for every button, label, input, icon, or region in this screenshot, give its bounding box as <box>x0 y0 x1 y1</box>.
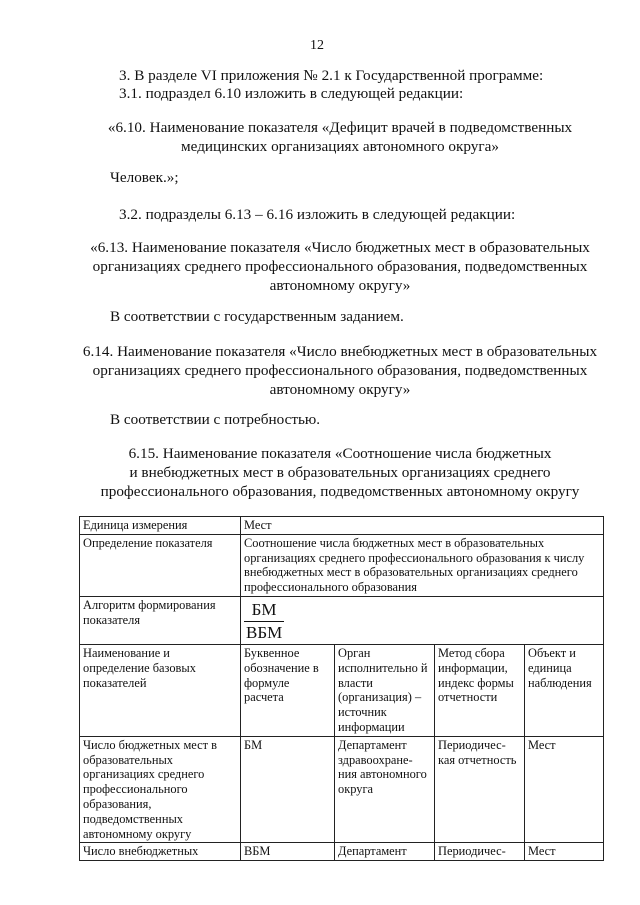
row1-letter: БМ <box>241 736 335 843</box>
paragraph-6-15-line3: профессионального образования, подведомственных автономному округу <box>100 483 580 500</box>
row1-method: Периодичес-кая отчетность <box>435 736 525 843</box>
paragraph-6-13-line2: организациях среднего профессионального образования, подведомственных <box>92 258 588 275</box>
definition-value: Соотношение числа бюджетных мест в образовательных организациях среднего профессионального образования к числу внебюджетных мест в образовательных организациях среднего профессионального образования <box>241 534 604 596</box>
row2-source: Департамент <box>335 843 435 861</box>
algorithm-formula <box>241 596 604 644</box>
row1-indicator: Число бюджетных мест в образовательных организациях среднего профессионального образования, подведомственных автономному округу <box>80 736 241 843</box>
paragraph-6-10 <box>80 118 600 156</box>
header-letter-designation: Буквенное обозначение в формуле расчета <box>241 644 335 736</box>
row1-unit: Мест <box>525 736 604 843</box>
paragraph-6-10-line2: медицинских организациях автономного округа» <box>181 138 499 155</box>
paragraph-6-13 <box>80 238 600 295</box>
paragraph-state-task: В соответствии с государственным заданием. <box>110 308 404 325</box>
table-header-row <box>80 644 604 736</box>
paragraph-6-14-line1: 6.14. Наименование показателя «Число внебюджетных мест в образовательных <box>82 343 598 360</box>
header-collection-method: Метод сбора информации, индекс формы отчетности <box>435 644 525 736</box>
paragraph-subsection-3-2: 3.2. подразделы 6.13 – 6.16 изложить в следующей редакции: <box>119 206 516 223</box>
row1-source: Департамент здравоохране-ния автономного округа <box>335 736 435 843</box>
paragraph-6-14-line2: организациях среднего профессионального образования, подведомственных <box>92 362 588 379</box>
row2-indicator: Число внебюджетных <box>80 843 241 861</box>
table-row-unit <box>80 517 604 535</box>
fraction-bar <box>244 621 284 622</box>
paragraph-demand: В соответствии с потребностью. <box>110 411 321 428</box>
table-row <box>80 736 604 843</box>
paragraph-6-13-line3: автономному округу» <box>269 277 411 294</box>
paragraph-6-13-line1: «6.13. Наименование показателя «Число бюджетных мест в образовательных <box>90 239 590 256</box>
table-row <box>80 843 604 861</box>
paragraph-subsection-3-1: 3.1. подраздел 6.10 изложить в следующей редакции: <box>119 85 464 102</box>
paragraph-section-3: 3. В разделе VI приложения № 2.1 к Государственной программе: <box>119 67 544 84</box>
header-base-indicators: Наименование и определение базовых показателей <box>80 644 241 736</box>
paragraph-6-15-line2: и внебюджетных мест в образовательных организациях среднего <box>129 464 551 481</box>
algorithm-label: Алгоритм формирования показателя <box>80 596 241 644</box>
table-row-algorithm <box>80 596 604 644</box>
page-number: 12 <box>310 38 324 53</box>
formula-denominator: ВБМ <box>246 622 283 642</box>
paragraph-6-15 <box>80 444 600 501</box>
formula-fraction <box>244 600 284 643</box>
definition-label: Определение показателя <box>80 534 241 596</box>
paragraph-6-14 <box>80 342 600 399</box>
table-row-definition <box>80 534 604 596</box>
paragraph-6-10-line1: «6.10. Наименование показателя «Дефицит врачей в подведомственных <box>107 119 573 136</box>
indicator-table <box>79 516 604 861</box>
header-source-authority: Орган исполнительно й власти (организация) – источник информации <box>335 644 435 736</box>
paragraph-people: Человек.»; <box>110 169 179 186</box>
unit-label: Единица измерения <box>80 517 241 535</box>
row2-method: Периодичес- <box>435 843 525 861</box>
unit-value: Мест <box>241 517 604 535</box>
header-observation-unit: Объект и единица наблюдения <box>525 644 604 736</box>
row2-letter: ВБМ <box>241 843 335 861</box>
paragraph-6-14-line3: автономному округу» <box>269 381 411 398</box>
formula-numerator: БМ <box>251 599 277 619</box>
row2-unit: Мест <box>525 843 604 861</box>
paragraph-6-15-line1: 6.15. Наименование показателя «Соотношение числа бюджетных <box>128 445 552 462</box>
